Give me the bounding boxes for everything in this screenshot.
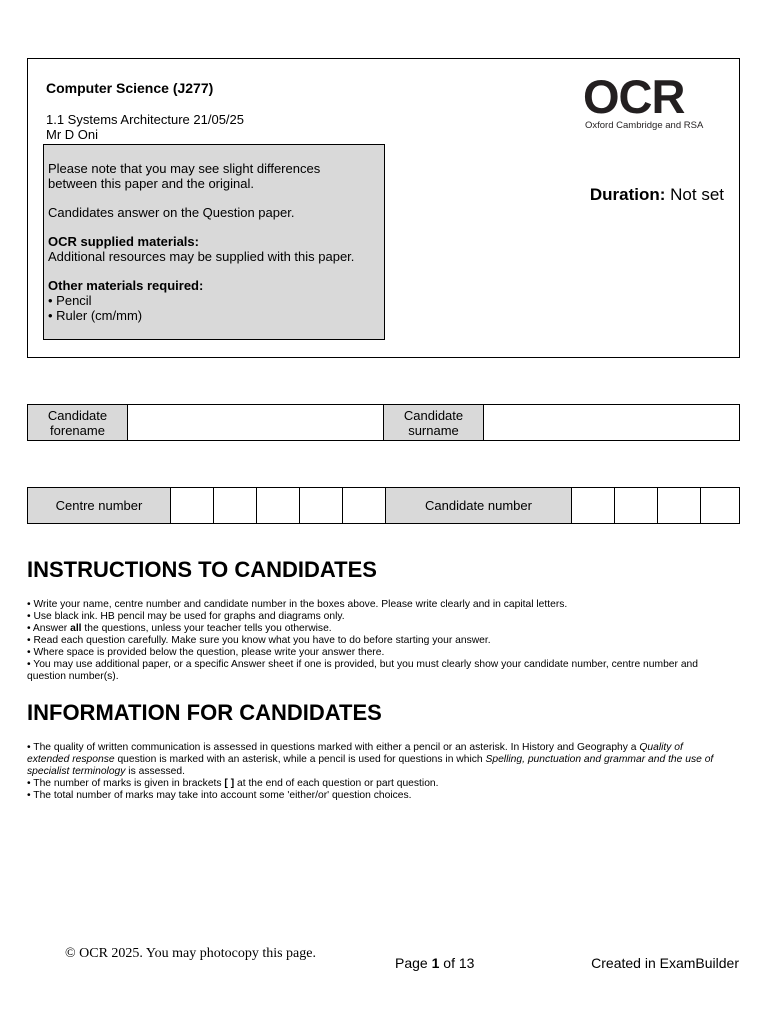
forename-label: Candidate forename	[28, 405, 128, 441]
notes-panel	[43, 144, 385, 340]
forename-field[interactable]	[128, 405, 384, 441]
surname-field[interactable]	[484, 405, 740, 441]
logo-subtitle: Oxford Cambridge and RSA	[585, 120, 704, 131]
created-in: Created in ExamBuilder	[591, 955, 739, 971]
centre-number-box[interactable]	[214, 488, 257, 524]
candidate-number-box[interactable]	[615, 488, 658, 524]
centre-number-box[interactable]	[343, 488, 386, 524]
candidate-number-box[interactable]	[658, 488, 701, 524]
topic-title: 1.1 Systems Architecture 21/05/25	[46, 112, 244, 127]
list-item: • The number of marks is given in brackets [ ] at the end of each question or part question.	[27, 778, 439, 789]
centre-number-label: Centre number	[28, 488, 171, 524]
note-line: Please note that you may see slight differences	[48, 161, 321, 176]
ocr-logo	[583, 70, 717, 133]
list-item: • The quality of written communication is assessed in questions marked with either a pencil or an asterisk. In History and Geography a Quality of extended response question is marked with an asterisk, while a pencil is used for questions in which Spelling, punctuation and grammar and the use of specialist terminology is assessed.	[27, 742, 714, 777]
candidate-number-table	[27, 487, 740, 524]
centre-number-box[interactable]	[300, 488, 343, 524]
list-item: • Where space is provided below the question, please write your answer there.	[27, 647, 385, 658]
surname-label: Candidate surname	[384, 405, 484, 441]
duration	[590, 185, 724, 205]
list-item: • Answer all the questions, unless your teacher tells you otherwise.	[27, 623, 332, 634]
other-item: • Ruler (cm/mm)	[48, 308, 143, 323]
page-number: Page 1 of 13	[395, 955, 475, 971]
supplied-text: Additional resources may be supplied with this paper.	[48, 249, 355, 264]
other-title: Other materials required:	[48, 278, 204, 293]
candidate-number-label: Candidate number	[386, 488, 572, 524]
list-item: • You may use additional paper, or a specific Answer sheet if one is provided, but you must clearly show your candidate number, centre number and question number(s).	[27, 659, 699, 682]
note-line: Candidates answer on the Question paper.	[48, 205, 295, 220]
teacher-name: Mr D Oni	[46, 127, 98, 142]
list-item: • Use black ink. HB pencil may be used for graphs and diagrams only.	[27, 611, 345, 622]
candidate-number-box[interactable]	[701, 488, 740, 524]
instructions-heading: INSTRUCTIONS TO CANDIDATES	[27, 557, 377, 582]
subject-title: Computer Science (J277)	[46, 80, 214, 96]
information-heading: INFORMATION FOR CANDIDATES	[27, 700, 382, 725]
instructions-list	[27, 599, 727, 683]
information-list	[27, 742, 727, 802]
note-line: between this paper and the original.	[48, 176, 254, 191]
header-box	[27, 58, 740, 358]
duration-value: Not set	[670, 185, 724, 204]
list-item: • Read each question carefully. Make sure you know what you have to do before starting your answer.	[27, 635, 491, 646]
supplied-title: OCR supplied materials:	[48, 234, 199, 249]
list-item: • Write your name, centre number and candidate number in the boxes above. Please write clearly and in capital letters.	[27, 599, 568, 610]
duration-label: Duration:	[589, 185, 666, 204]
logo-wordmark: OCR	[583, 70, 685, 123]
list-item: • The total number of marks may take into account some 'either/or' question choices.	[27, 790, 412, 801]
candidate-name-table	[27, 404, 740, 441]
other-item: • Pencil	[48, 293, 92, 308]
candidate-number-box[interactable]	[572, 488, 615, 524]
centre-number-box[interactable]	[257, 488, 300, 524]
centre-number-box[interactable]	[171, 488, 214, 524]
copyright: © OCR 2025. You may photocopy this page.	[65, 946, 316, 961]
